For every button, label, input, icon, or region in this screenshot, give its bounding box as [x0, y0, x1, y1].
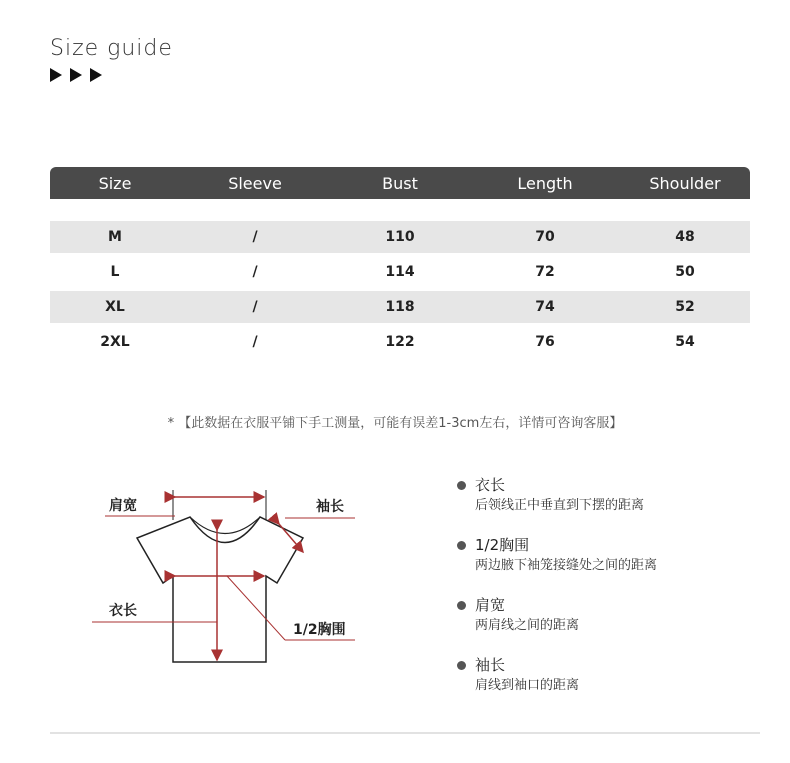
cell-shoulder: 48	[675, 229, 695, 245]
legend-desc: 两边腋下袖笼接缝处之间的距离	[475, 558, 658, 573]
diagram-label-sleeve: 袖长	[316, 499, 344, 515]
play-arrow-icon	[50, 68, 62, 82]
page-title: Size guide	[50, 36, 173, 61]
cell-bust: 122	[385, 334, 415, 350]
cell-length: 74	[535, 299, 555, 315]
cell-sleeve: /	[252, 264, 258, 280]
cell-length: 76	[535, 334, 555, 350]
header-bust: Bust	[382, 173, 418, 193]
play-arrow-icon	[90, 68, 102, 82]
cell-shoulder: 50	[675, 264, 695, 280]
diagram-label-bust: 1/2胸围	[293, 622, 346, 638]
table-row	[50, 221, 750, 253]
header-sleeve: Sleeve	[228, 173, 282, 193]
tshirt-measurement-diagram	[85, 480, 385, 680]
size-table-header	[50, 167, 750, 199]
legend-item	[455, 474, 657, 534]
legend-desc: 后领线正中垂直到下摆的距离	[475, 498, 645, 513]
bullet-icon	[457, 541, 466, 550]
cell-sleeve: /	[252, 299, 258, 315]
cell-length: 70	[535, 229, 555, 245]
cell-size: 2XL	[100, 334, 130, 350]
legend-item	[455, 534, 657, 594]
cell-shoulder: 52	[675, 299, 695, 315]
header-shoulder: Shoulder	[649, 173, 721, 193]
legend-item	[455, 594, 657, 654]
table-row	[50, 256, 750, 288]
cell-size: XL	[105, 299, 125, 315]
tshirt-outline	[137, 517, 303, 662]
legend-title: 衣长	[475, 476, 506, 494]
arrow-icons	[50, 68, 102, 82]
bullet-icon	[457, 661, 466, 670]
bullet-icon	[457, 601, 466, 610]
header-size: Size	[98, 173, 132, 193]
bullet-icon	[457, 481, 466, 490]
diagram-label-shoulder: 肩宽	[109, 498, 137, 514]
cell-length: 72	[535, 264, 555, 280]
cell-bust: 114	[385, 264, 415, 280]
cell-size: L	[110, 264, 120, 280]
legend-item	[455, 654, 657, 714]
cell-bust: 118	[385, 299, 415, 315]
cell-sleeve: /	[252, 334, 258, 350]
cell-size: M	[108, 229, 122, 245]
legend-desc: 肩线到袖口的距离	[475, 678, 580, 693]
divider	[50, 732, 760, 734]
play-arrow-icon	[70, 68, 82, 82]
cell-bust: 110	[385, 229, 415, 245]
legend-title: 袖长	[475, 656, 506, 674]
table-row	[50, 326, 750, 358]
sleeve-measure-line	[279, 524, 303, 552]
legend-title: 肩宽	[475, 596, 506, 614]
measurement-legend	[455, 474, 657, 714]
cell-sleeve: /	[252, 229, 258, 245]
diagram-label-length: 衣长	[109, 603, 137, 619]
measurement-note: * 【此数据在衣服平铺下手工测量，可能有误差1-3cm左右，详情可咨询客服】	[167, 416, 623, 431]
cell-shoulder: 54	[675, 334, 695, 350]
legend-desc: 两肩线之间的距离	[475, 618, 580, 633]
header-length: Length	[517, 173, 573, 193]
legend-title: 1/2胸围	[475, 536, 530, 554]
table-row	[50, 291, 750, 323]
